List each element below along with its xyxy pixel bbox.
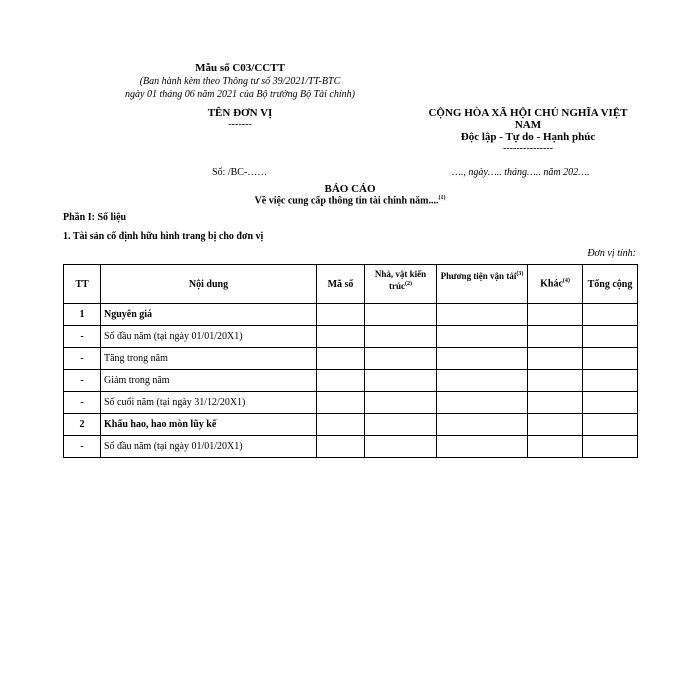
header-building: Nhà, vật kiến trúc$^{(2)}$ bbox=[365, 265, 437, 304]
cell-code[interactable] bbox=[317, 304, 365, 326]
row-tt: 2 bbox=[64, 414, 101, 436]
header-tt: TT bbox=[64, 265, 101, 304]
cell-building[interactable] bbox=[365, 392, 437, 414]
cell-code[interactable] bbox=[317, 326, 365, 348]
row-content: Số đầu năm (tại ngày 01/01/20X1) bbox=[101, 436, 317, 458]
cell-building[interactable] bbox=[365, 370, 437, 392]
nation-motto: Độc lập - Tự do - Hạnh phúc bbox=[460, 131, 596, 143]
cell-other[interactable] bbox=[528, 436, 583, 458]
cell-other[interactable] bbox=[528, 326, 583, 348]
cell-total[interactable] bbox=[583, 392, 638, 414]
cell-vehicle[interactable] bbox=[437, 414, 528, 436]
header-other: Khác$^{(4)}$ bbox=[528, 265, 583, 304]
cell-other[interactable] bbox=[528, 392, 583, 414]
part-heading: Phần I: Số liệu bbox=[63, 212, 127, 223]
form-code: Mẫu số C03/CCTT bbox=[195, 62, 285, 74]
table-header-row bbox=[64, 265, 638, 304]
row-tt: - bbox=[64, 370, 101, 392]
cell-building[interactable] bbox=[365, 414, 437, 436]
header-other-note: (4) bbox=[562, 278, 570, 285]
document-date: …., ngày….. tháng….. năm 202…. bbox=[452, 167, 590, 178]
table-row bbox=[64, 414, 638, 436]
header-content: Nội dung bbox=[101, 265, 317, 304]
row-tt: 1 bbox=[64, 304, 101, 326]
cell-code[interactable] bbox=[317, 370, 365, 392]
nation-title-line2: NAM bbox=[514, 119, 542, 131]
cell-other[interactable] bbox=[528, 414, 583, 436]
table-row bbox=[64, 370, 638, 392]
row-tt: - bbox=[64, 436, 101, 458]
report-subtitle: Về việc cung cấp thông tin tài chính năm....$^{(1)}$ bbox=[254, 195, 446, 207]
cell-total[interactable] bbox=[583, 326, 638, 348]
cell-vehicle[interactable] bbox=[437, 326, 528, 348]
cell-vehicle[interactable] bbox=[437, 304, 528, 326]
header-vehicle-note: (3) bbox=[516, 271, 524, 277]
cell-vehicle[interactable] bbox=[437, 436, 528, 458]
cell-other[interactable] bbox=[528, 348, 583, 370]
header-vehicle: Phương tiện vận tải$^{(3)}$ bbox=[437, 265, 528, 304]
row-content: Số đầu năm (tại ngày 01/01/20X1) bbox=[101, 326, 317, 348]
row-content: Giảm trong năm bbox=[101, 370, 317, 392]
cell-other[interactable] bbox=[528, 304, 583, 326]
cell-building[interactable] bbox=[365, 326, 437, 348]
cell-total[interactable] bbox=[583, 370, 638, 392]
report-title: BÁO CÁO bbox=[324, 183, 376, 195]
row-content: Số cuối năm (tại ngày 31/12/20X1) bbox=[101, 392, 317, 414]
header-building-note: (2) bbox=[405, 281, 412, 287]
cell-vehicle[interactable] bbox=[437, 370, 528, 392]
row-tt: - bbox=[64, 326, 101, 348]
cell-code[interactable] bbox=[317, 414, 365, 436]
nation-title-line1: CỘNG HÒA XÃ HỘI CHỦ NGHĨA VIỆT bbox=[428, 107, 628, 119]
header-code: Mã số bbox=[317, 265, 365, 304]
fixed-assets-table bbox=[63, 264, 638, 458]
document-number: Số: /BC-…… bbox=[212, 167, 268, 178]
nation-underline: --------------- bbox=[503, 143, 553, 154]
cell-building[interactable] bbox=[365, 304, 437, 326]
row-tt: - bbox=[64, 392, 101, 414]
table-row bbox=[64, 304, 638, 326]
cell-other[interactable] bbox=[528, 370, 583, 392]
table-row bbox=[64, 326, 638, 348]
cell-total[interactable] bbox=[583, 348, 638, 370]
unit-name: TÊN ĐƠN VỊ bbox=[207, 107, 273, 119]
row-content: Khấu hao, hao mòn lũy kế bbox=[101, 414, 317, 436]
table-row bbox=[64, 436, 638, 458]
cell-code[interactable] bbox=[317, 348, 365, 370]
cell-code[interactable] bbox=[317, 392, 365, 414]
row-tt: - bbox=[64, 348, 101, 370]
section-heading: 1. Tài sản cố định hữu hình trang bị cho đơn vị bbox=[63, 231, 264, 242]
subtitle-footnote: (1) bbox=[438, 195, 446, 201]
cell-vehicle[interactable] bbox=[437, 392, 528, 414]
cell-total[interactable] bbox=[583, 414, 638, 436]
cell-building[interactable] bbox=[365, 348, 437, 370]
header-total: Tổng cộng bbox=[583, 265, 638, 304]
row-content: Tăng trong năm bbox=[101, 348, 317, 370]
form-issued-line1: (Ban hành kèm theo Thông tư số 39/2021/TT-BTC bbox=[139, 76, 341, 87]
row-content: Nguyên giá bbox=[101, 304, 317, 326]
cell-building[interactable] bbox=[365, 436, 437, 458]
cell-code[interactable] bbox=[317, 436, 365, 458]
cell-total[interactable] bbox=[583, 436, 638, 458]
cell-vehicle[interactable] bbox=[437, 348, 528, 370]
unit-underline: ------- bbox=[228, 119, 252, 130]
table-row bbox=[64, 348, 638, 370]
table-row bbox=[64, 392, 638, 414]
form-issued-line2: ngày 01 tháng 06 năm 2021 của Bộ trưởng Bộ Tài chính) bbox=[125, 89, 355, 100]
unit-of-measure-label: Đơn vị tính: bbox=[587, 248, 636, 259]
cell-total[interactable] bbox=[583, 304, 638, 326]
